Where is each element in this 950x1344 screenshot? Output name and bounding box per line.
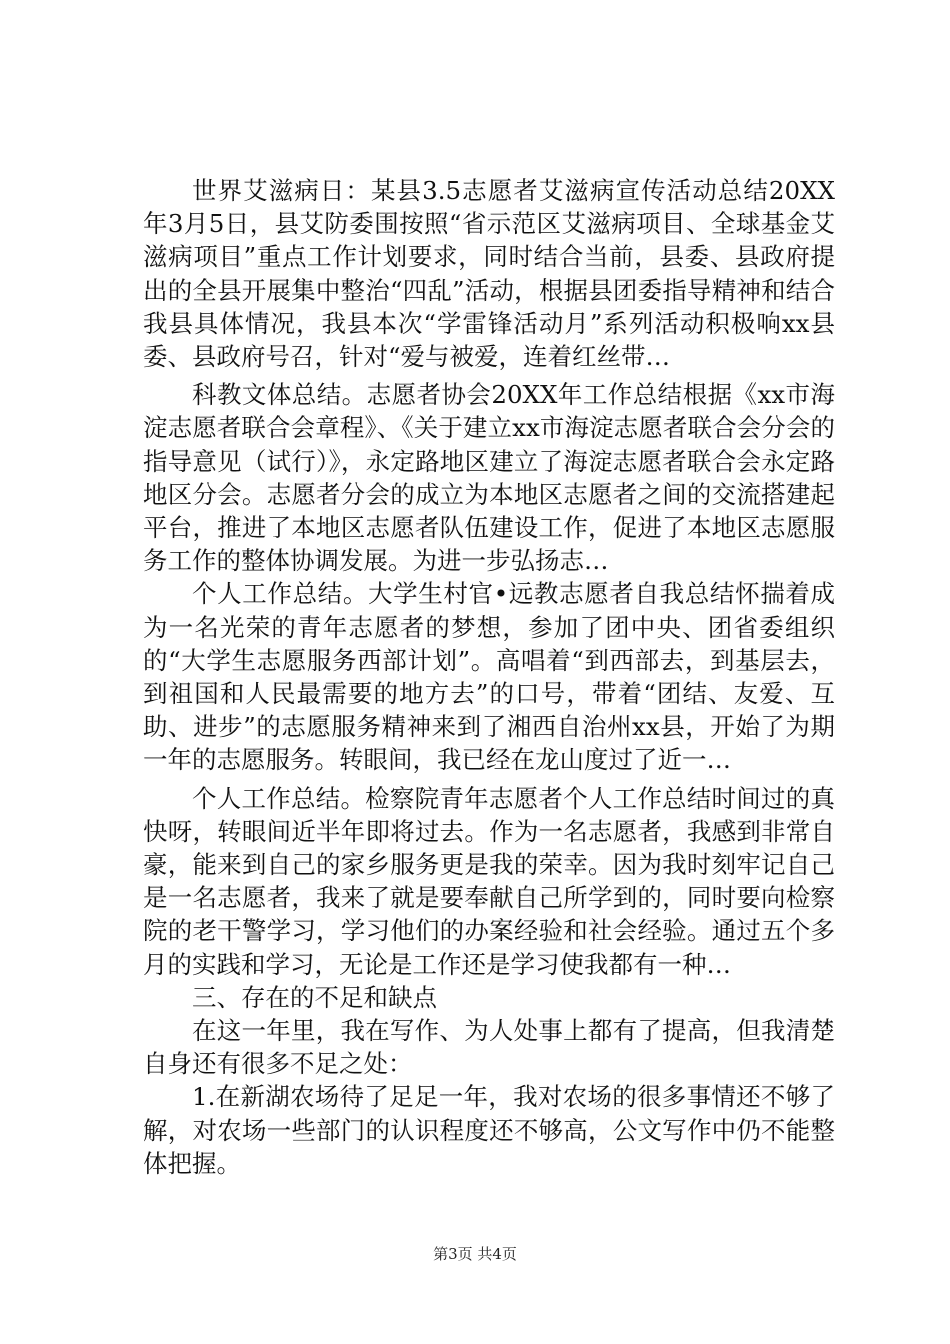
page-footer bbox=[0, 1244, 950, 1264]
document-body bbox=[143, 174, 835, 1180]
paragraph-volunteer-association-summary: 科教文体总结。志愿者协会20XX年工作总结根据《xx市海淀志愿者联合会章程》、《关于建立xx市海淀志愿者联合会分会的指导意见（试行）》，永定路地区建立了海淀志愿者联合会永定路地区分会。志愿者分会的成立为本地区志愿者之间的交流搭建起平台，推进了本地区志愿者队伍建设工作，促进了本地区志愿服务工作的整体协调发展。为进一步弘扬志… bbox=[143, 380, 835, 576]
paragraph-aids-day-summary: 世界艾滋病日：某县3.5志愿者艾滋病宣传活动总结20XX年3月5日，县艾防委围按照“省示范区艾滋病项目、全球基金艾滋病项目”重点工作计划要求，同时结合当前，县委、县政府提出的全县开展集中整治“四乱”活动，根据县团委指导精神和结合我县具体情况，我县本次“学雷锋活动月”系列活动积极响xx县委、县政府号召，针对“爱与被爱，连着红丝带… bbox=[143, 176, 835, 372]
page-number: 第3页 bbox=[433, 1245, 473, 1263]
paragraph-procuratorate-volunteer-summary: 个人工作总结。检察院青年志愿者个人工作总结时间过的真快呀，转眼间近半年即将过去。作为一名志愿者，我感到非常自豪，能来到自己的家乡服务更是我的荣幸。因为我时刻牢记自己是一名志愿者，我来了就是要奉献自己所学到的，同时要向检察院的老干警学习，学习他们的办案经验和社会经验。通过五个多月的实践和学习，无论是工作还是学习使我都有一种… bbox=[143, 783, 835, 979]
page-total: 共4页 bbox=[477, 1245, 517, 1263]
paragraph-village-official-summary: 个人工作总结。大学生村官•远教志愿者自我总结怀揣着成为一名光荣的青年志愿者的梦想，参加了团中央、团省委组织的“大学生志愿服务西部计划”。高唱着“到西部去，到基层去，到祖国和人民最需要的地方去”的口号，带着“团结、友爱、互助、进步”的志愿服务精神来到了湘西自治州xx县，开始了为期一年的志愿服务。转眼间，我已经在龙山度过了近一… bbox=[143, 579, 835, 775]
paragraph-shortcomings-intro: 在这一年里，我在写作、为人处事上都有了提高，但我清楚自身还有很多不足之处： bbox=[143, 1016, 835, 1079]
paragraph-shortcoming-item-1: 1.在新湖农场待了足足一年，我对农场的很多事情还不够了解，对农场一些部门的认识程度还不够高，公文写作中仍不能整体把握。 bbox=[143, 1082, 835, 1178]
section-heading-shortcomings: 三、存在的不足和缺点 bbox=[192, 982, 437, 1012]
